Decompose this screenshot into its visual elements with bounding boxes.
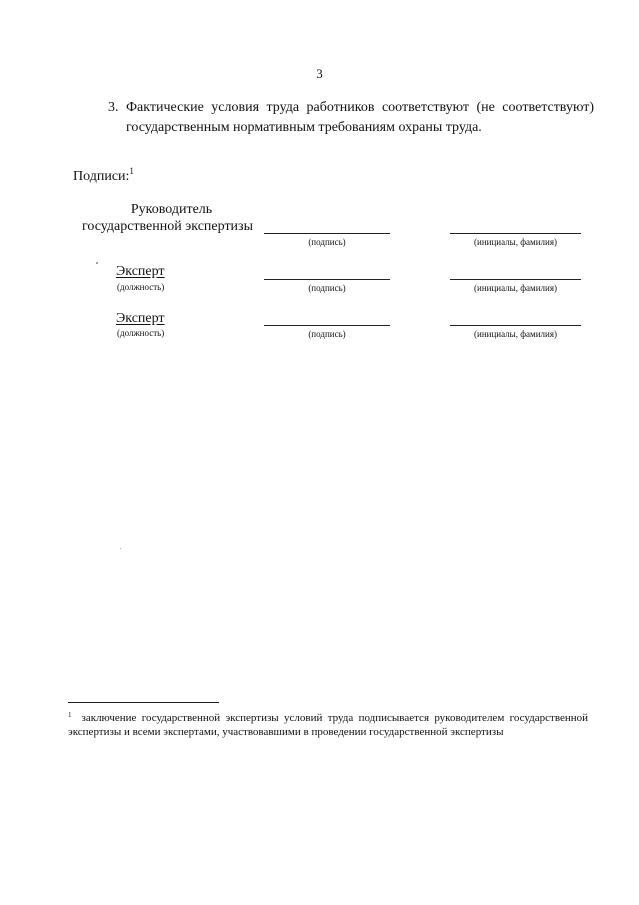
expert-2-name-caption: (инициалы, фамилия) <box>474 329 557 339</box>
footnote-marker: 1 <box>68 711 72 719</box>
expert-1-name-line <box>450 279 581 280</box>
footnote <box>68 708 588 739</box>
scan-speck <box>96 262 98 264</box>
footnote-separator <box>68 702 219 703</box>
expert-1-role-caption: (должность) <box>117 282 165 292</box>
expert-1-signature-line <box>264 279 390 280</box>
expert-2-role: Эксперт <box>116 311 165 326</box>
head-signature-caption: (подпись) <box>308 237 346 247</box>
expert-1-signature-caption: (подпись) <box>308 283 346 293</box>
head-signature-line <box>264 233 390 234</box>
signatures-label: Подписи: <box>73 169 130 184</box>
conclusion-item <box>108 98 594 138</box>
signatures-heading <box>73 166 134 185</box>
footnote-text: заключение государственной экспертизы условий труда подписывается руководителем государственной экспертизы и всеми экспертами, участвовавшими в проведении государственной экспертизы <box>68 712 588 738</box>
head-name-caption: (инициалы, фамилия) <box>474 237 557 247</box>
expert-2-name-line <box>450 325 581 326</box>
expert-1-name-caption: (инициалы, фамилия) <box>474 283 557 293</box>
page-number: 3 <box>316 66 323 81</box>
head-title-line1: Руководитель <box>130 202 213 217</box>
footnote-reference: 1 <box>129 166 134 176</box>
head-title <box>60 201 253 235</box>
head-name-line <box>450 233 581 234</box>
item-text: Фактические условия труда работников соответствуют (не соответствуют) государственным нормативным требованиям охраны труда. <box>126 100 594 135</box>
expert-2-signature-line <box>264 325 390 326</box>
item-number: 3. <box>108 100 119 115</box>
expert-1-role: Эксперт <box>116 264 165 279</box>
scan-speck <box>120 548 121 549</box>
expert-2-role-caption: (должность) <box>117 328 165 338</box>
expert-2-signature-caption: (подпись) <box>308 329 346 339</box>
head-title-line2: государственной экспертизы <box>81 219 253 234</box>
